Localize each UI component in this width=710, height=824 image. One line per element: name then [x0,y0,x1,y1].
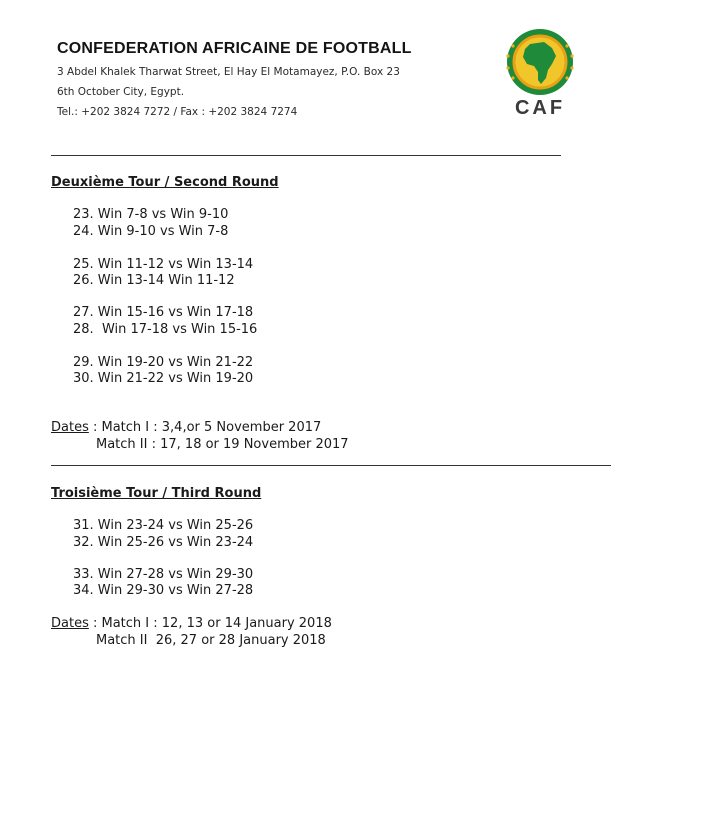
divider [51,155,561,156]
match-item: 30. Win 21-22 vs Win 19-20 [73,371,254,386]
address-line-1: 3 Abdel Khalek Tharwat Street, El Hay El Motamayez, P.O. Box 23 [57,66,400,78]
logo-text: CAF [514,97,566,119]
dates-value: : Match I : 12, 13 or 14 January 2018 [88,616,332,631]
second-round-dates-line-1 [51,420,321,435]
third-round-title: Troisième Tour / Third Round [51,486,262,501]
caf-logo [494,26,586,120]
match-item: 24. Win 9-10 vs Win 7-8 [73,224,229,239]
org-name: CONFEDERATION AFRICAINE DE FOOTBALL [57,40,412,57]
third-round-dates-line-2: Match II 26, 27 or 28 January 2018 [96,633,326,648]
second-round-dates-line-2: Match II : 17, 18 or 19 November 2017 [96,437,349,452]
dates-label: Dates [51,616,89,631]
match-item: 32. Win 25-26 vs Win 23-24 [73,535,254,550]
second-round-title: Deuxième Tour / Second Round [51,175,279,190]
third-round-dates-line-1 [51,616,332,631]
match-item: 34. Win 29-30 vs Win 27-28 [73,583,254,598]
divider [51,465,611,466]
match-item: 28. Win 17-18 vs Win 15-16 [73,322,258,337]
match-item: 25. Win 11-12 vs Win 13-14 [73,257,254,272]
match-item: 31. Win 23-24 vs Win 25-26 [73,518,254,533]
dates-label: Dates [51,420,89,435]
match-item: 23. Win 7-8 vs Win 9-10 [73,207,229,222]
match-item: 29. Win 19-20 vs Win 21-22 [73,355,254,370]
match-item: 27. Win 15-16 vs Win 17-18 [73,305,254,320]
contact-line: Tel.: +202 3824 7272 / Fax : +202 3824 7274 [57,106,298,118]
match-item: 33. Win 27-28 vs Win 29-30 [73,567,254,582]
match-item: 26. Win 13-14 Win 11-12 [73,273,235,288]
dates-value: : Match I : 3,4,or 5 November 2017 [88,420,322,435]
address-line-2: 6th October City, Egypt. [57,86,185,98]
